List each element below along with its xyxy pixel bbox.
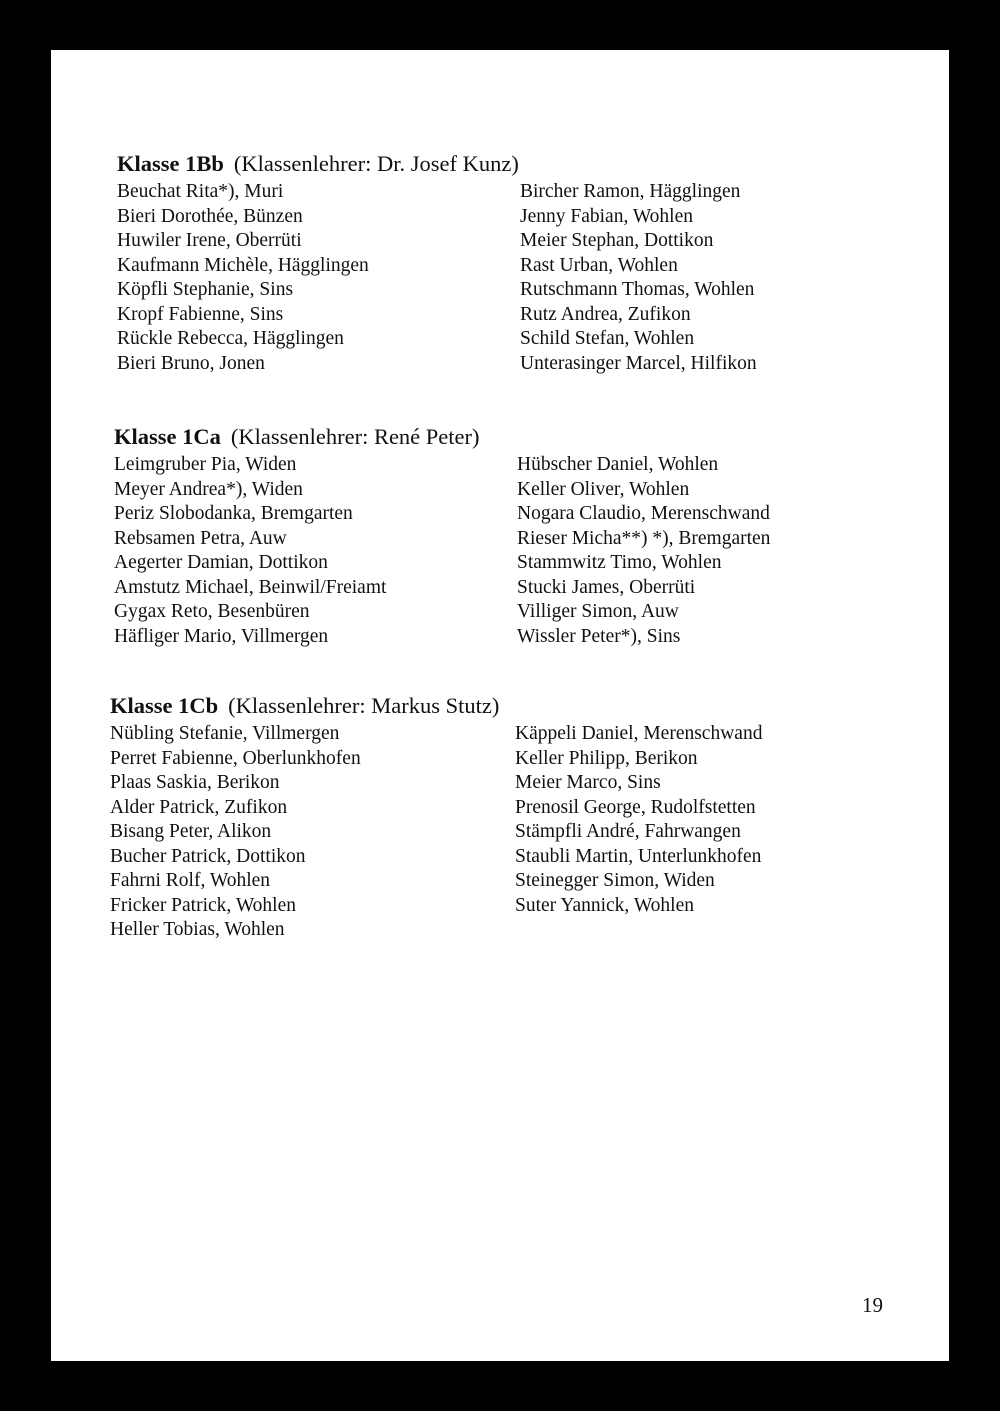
student-entry: Rückle Rebecca, Hägglingen: [117, 328, 344, 349]
student-entry: Rutz Andrea, Zufikon: [520, 303, 691, 325]
student-entry: Jenny Fabian, Wohlen: [520, 205, 694, 227]
document-page: [51, 50, 949, 1361]
student-entry: Periz Slobodanka, Bremgarten: [114, 503, 353, 524]
student-entry: Fricker Patrick, Wohlen: [110, 894, 296, 916]
student-entry: Alder Patrick, Zufikon: [110, 796, 288, 818]
class-name: Klasse 1Cb: [110, 693, 219, 718]
section-heading: [117, 151, 519, 177]
student-entry: Wissler Peter*), Sins: [517, 625, 681, 647]
student-entry: Nübling Stefanie, Villmergen: [110, 723, 340, 744]
class-teacher: (Klassenlehrer: René Peter): [230, 424, 480, 449]
student-entry: Steinegger Simon, Widen: [515, 870, 715, 891]
class-teacher: (Klassenlehrer: Dr. Josef Kunz): [233, 151, 519, 176]
student-entry: Unterasinger Marcel, Hilfikon: [520, 352, 757, 374]
student-entry: Beuchat Rita*), Muri: [117, 181, 284, 202]
student-entry: Nogara Claudio, Merenschwand: [517, 503, 770, 524]
section-heading: [114, 424, 480, 450]
student-column-right: [520, 180, 757, 376]
student-entry: Fahrni Rolf, Wohlen: [110, 870, 271, 891]
student-entry: Amstutz Michael, Beinwil/Freiamt: [114, 576, 387, 598]
student-entry: Rast Urban, Wohlen: [520, 254, 678, 276]
student-entry: Köpfli Stephanie, Sins: [117, 279, 294, 300]
student-entry: Käppeli Daniel, Merenschwand: [515, 723, 763, 744]
student-column-left: [110, 722, 361, 943]
class-name: Klasse 1Bb: [117, 151, 224, 176]
student-entry: Kaufmann Michèle, Hägglingen: [117, 254, 369, 276]
student-entry: Stammwitz Timo, Wohlen: [517, 552, 722, 573]
student-entry: Rieser Micha**) *), Bremgarten: [517, 527, 771, 549]
student-entry: Meier Marco, Sins: [515, 772, 661, 793]
student-entry: Perret Fabienne, Oberlunkhofen: [110, 747, 361, 769]
student-entry: Keller Philipp, Berikon: [515, 747, 698, 769]
student-column-right: [517, 453, 770, 649]
student-entry: Bucher Patrick, Dottikon: [110, 845, 306, 867]
student-entry: Gygax Reto, Besenbüren: [114, 601, 310, 622]
student-entry: Suter Yannick, Wohlen: [515, 894, 694, 916]
student-entry: Schild Stefan, Wohlen: [520, 328, 695, 349]
student-entry: Rebsamen Petra, Auw: [114, 527, 287, 549]
student-entry: Rutschmann Thomas, Wohlen: [520, 279, 755, 300]
student-column-left: [114, 453, 386, 649]
student-entry: Hübscher Daniel, Wohlen: [517, 454, 719, 475]
class-name: Klasse 1Ca: [114, 424, 221, 449]
class-teacher: (Klassenlehrer: Markus Stutz): [228, 693, 500, 718]
section-heading: [110, 693, 499, 719]
student-entry: Keller Oliver, Wohlen: [517, 478, 690, 500]
student-entry: Staubli Martin, Unterlunkhofen: [515, 845, 762, 867]
student-entry: Kropf Fabienne, Sins: [117, 303, 284, 325]
student-entry: Stämpfli André, Fahrwangen: [515, 821, 741, 842]
student-entry: Villiger Simon, Auw: [517, 601, 679, 622]
student-entry: Stucki James, Oberrüti: [517, 576, 696, 598]
student-entry: Häfliger Mario, Villmergen: [114, 625, 329, 647]
student-entry: Bieri Dorothée, Bünzen: [117, 205, 303, 227]
student-entry: Heller Tobias, Wohlen: [110, 919, 285, 940]
student-entry: Plaas Saskia, Berikon: [110, 772, 280, 793]
student-entry: Prenosil George, Rudolfstetten: [515, 796, 756, 818]
student-column-right: [515, 722, 762, 918]
student-column-left: [117, 180, 369, 376]
student-entry: Meier Stephan, Dottikon: [520, 230, 714, 251]
student-entry: Bieri Bruno, Jonen: [117, 352, 265, 374]
student-entry: Meyer Andrea*), Widen: [114, 478, 303, 500]
student-entry: Leimgruber Pia, Widen: [114, 454, 297, 475]
student-entry: Huwiler Irene, Oberrüti: [117, 230, 302, 251]
student-entry: Aegerter Damian, Dottikon: [114, 552, 328, 573]
student-entry: Bisang Peter, Alikon: [110, 821, 272, 842]
student-entry: Bircher Ramon, Hägglingen: [520, 181, 741, 202]
page-number: 19: [862, 1293, 883, 1317]
